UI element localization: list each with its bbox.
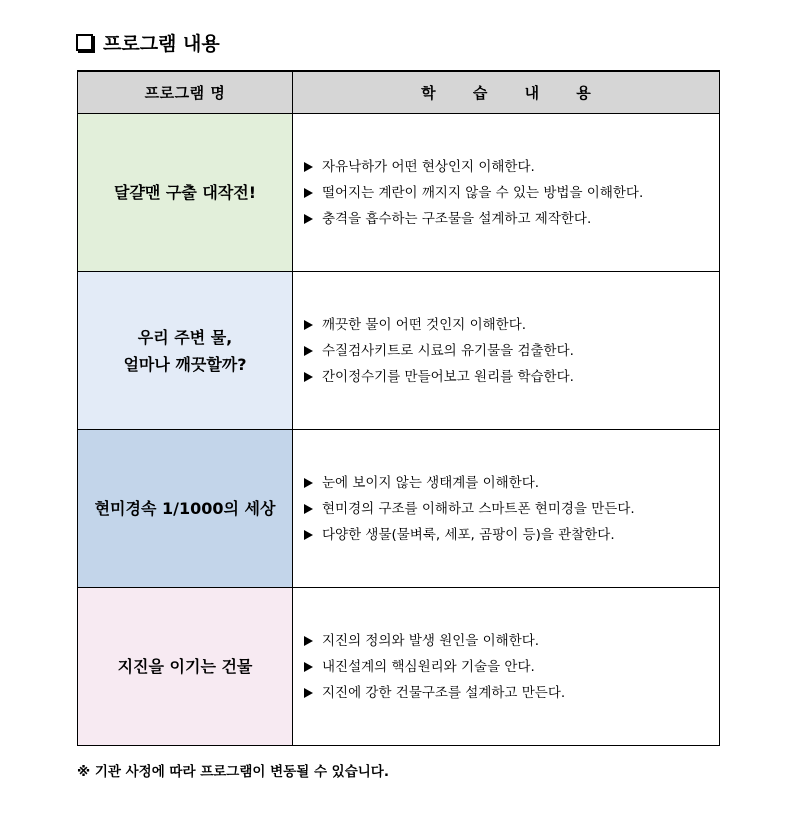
learning-content-cell — [293, 588, 720, 746]
right-triangle-icon — [304, 162, 313, 172]
checkbox-icon — [76, 34, 93, 51]
header-content — [293, 71, 720, 114]
table-row — [78, 114, 720, 272]
header-program-name-label: 프로그램 명 — [144, 84, 226, 102]
program-name: 얼마나 깨끗할까? — [123, 354, 247, 374]
table-header-row — [78, 71, 720, 114]
program-name-cell — [78, 588, 293, 746]
list-item-text: 간이정수기를 만들어보고 원리를 학습한다. — [322, 368, 574, 385]
list-item — [303, 470, 719, 496]
header-content-label: 학 습 내 용 — [421, 84, 607, 102]
table-row — [78, 272, 720, 430]
program-name-cell — [78, 272, 293, 430]
learning-content-cell — [293, 114, 720, 272]
list-item-text: 떨어지는 계란이 깨지지 않을 수 있는 방법을 이해한다. — [322, 184, 644, 201]
table-row — [78, 430, 720, 588]
list-item — [303, 338, 719, 364]
list-item — [303, 154, 719, 180]
right-triangle-icon — [304, 504, 313, 514]
section-title: 프로그램 내용 — [103, 32, 220, 55]
header-program-name — [78, 71, 293, 114]
right-triangle-icon — [304, 372, 313, 382]
list-item-text: 자유낙하가 어떤 현상인지 이해한다. — [322, 158, 535, 175]
table-row — [78, 588, 720, 746]
right-triangle-icon — [304, 688, 313, 698]
program-name-cell — [78, 114, 293, 272]
program-name: 우리 주변 물, — [137, 327, 233, 347]
learning-content-cell — [293, 272, 720, 430]
list-item — [303, 312, 719, 338]
list-item — [303, 654, 719, 680]
list-item-text: 다양한 생물(물벼룩, 세포, 곰팡이 등)을 관찰한다. — [322, 526, 615, 543]
list-item-text: 지진에 강한 건물구조를 설계하고 만든다. — [322, 684, 566, 701]
list-item — [303, 364, 719, 390]
right-triangle-icon — [304, 662, 313, 672]
list-item — [303, 628, 719, 654]
right-triangle-icon — [304, 214, 313, 224]
list-item-text: 내진설계의 핵심원리와 기술을 안다. — [322, 658, 535, 675]
list-item — [303, 522, 719, 548]
list-item — [303, 180, 719, 206]
right-triangle-icon — [304, 346, 313, 356]
list-item-text: 수질검사키트로 시료의 유기물을 검출한다. — [322, 342, 574, 359]
section-heading — [74, 28, 220, 56]
list-item-text: 깨끗한 물이 어떤 것인지 이해한다. — [322, 316, 527, 333]
right-triangle-icon — [304, 188, 313, 198]
learning-content-cell — [293, 430, 720, 588]
right-triangle-icon — [304, 530, 313, 540]
list-item-text: 지진의 정의와 발생 원인을 이해한다. — [322, 632, 540, 649]
list-item — [303, 496, 719, 522]
footnote: ※ 기관 사정에 따라 프로그램이 변동될 수 있습니다. — [77, 764, 389, 780]
right-triangle-icon — [304, 478, 313, 488]
program-table — [77, 70, 720, 746]
program-name: 현미경속 1/1000의 세상 — [94, 499, 276, 518]
program-name: 지진을 이기는 건물 — [117, 657, 253, 676]
list-item-text: 현미경의 구조를 이해하고 스마트폰 현미경을 만든다. — [322, 500, 635, 517]
table-body — [78, 114, 720, 746]
list-item — [303, 680, 719, 706]
program-name-cell — [78, 430, 293, 588]
list-item — [303, 206, 719, 232]
program-name: 달걀맨 구출 대작전! — [113, 183, 257, 202]
list-item-text: 충격을 흡수하는 구조물을 설계하고 제작한다. — [322, 210, 592, 227]
right-triangle-icon — [304, 636, 313, 646]
list-item-text: 눈에 보이지 않는 생태계를 이해한다. — [322, 474, 540, 491]
right-triangle-icon — [304, 320, 313, 330]
